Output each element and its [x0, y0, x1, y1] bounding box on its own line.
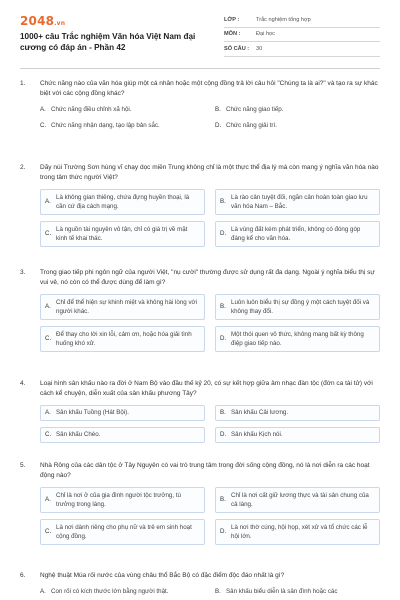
option-text: Chức năng giao tiếp.: [226, 106, 284, 113]
option-text: Là nơi thờ cúng, hội họp, xét xử và tổ chức các lễ hội lớn.: [231, 523, 368, 540]
page-title: 1000+ câu Trắc nghiệm Văn hóa Việt Nam đại cương có đáp án - Phần 42: [20, 32, 196, 52]
option-d[interactable]: [215, 427, 380, 443]
option-a[interactable]: [40, 294, 205, 320]
meta-value: 30: [256, 45, 263, 52]
option-text: Để thay cho lời xin lỗi, cảm ơn, hoặc hóa giải tình huống khó xử.: [56, 330, 192, 347]
option-text: Chỉ là nơi ở của gia đình người tộc trưởng, tù trưởng trong làng.: [56, 491, 181, 508]
option-label: A.: [40, 588, 46, 595]
meta-value: Đại học: [256, 31, 275, 38]
option-text: Là rào cản tuyệt đối, ngăn cản hoàn toàn giao lưu văn hóa Nam – Bắc.: [231, 193, 368, 210]
option-label: A.: [45, 303, 51, 311]
options: [40, 405, 380, 443]
question-3: [20, 268, 380, 352]
option-c[interactable]: [40, 427, 205, 443]
question-head: [20, 163, 380, 183]
option-d[interactable]: [215, 221, 380, 247]
question-text: Nhà Rông của các dân tộc ở Tây Nguyên có vai trò trung tâm trong đời sống cộng đồng, nó là nơi diễn ra các hoạt động nào?: [40, 462, 370, 479]
option-a[interactable]: [40, 405, 205, 421]
question-text: Chức năng nào của văn hóa giúp một cá nhân hoặc một cộng đồng trả lời câu hỏi "Chúng ta là ai?" và tạo ra sự khác biệt với các cộng đồng khác?: [40, 80, 378, 97]
question-number: 6.: [20, 572, 26, 579]
option-label: B.: [220, 198, 226, 206]
meta-row-subject: [224, 28, 380, 43]
meta-key: MÔN :: [224, 31, 241, 38]
question-head: [20, 571, 380, 581]
question-text: Trong giao tiếp phi ngôn ngữ của người Việt, "nụ cười" thường được sử dụng rất đa dạng. Ngoài ý nghĩa biểu thị sự vui vẻ, nó còn có thể được dùng để làm gì?: [40, 269, 375, 286]
question-5: [20, 461, 380, 545]
option-label: C.: [45, 528, 52, 536]
question-text: Dãy núi Trường Sơn hùng vĩ chạy dọc miền Trung không chỉ là một thực thể địa lý mà còn mang ý nghĩa văn hóa nào trong tâm thức người Việt?: [40, 164, 379, 181]
option-label: B.: [220, 496, 226, 504]
option-label: D.: [220, 230, 227, 238]
option-d[interactable]: [215, 326, 380, 352]
options: [40, 189, 380, 247]
site-logo[interactable]: [20, 14, 65, 28]
option-text: Là không gian thiêng, chứa đựng huyền thoại, là cần cứ địa cách mạng.: [56, 193, 190, 210]
option-label: B.: [220, 303, 226, 311]
logo-tld: .vn: [54, 20, 66, 27]
question-head: [20, 461, 380, 481]
option-b[interactable]: [215, 487, 380, 513]
question-1: [20, 79, 380, 130]
question-head: [20, 79, 380, 99]
option-b[interactable]: [215, 294, 380, 320]
option-label: A.: [40, 106, 46, 113]
option-label: D.: [220, 335, 227, 343]
option-text: Chức năng điều chỉnh xã hội.: [51, 106, 132, 113]
question-4: [20, 379, 380, 443]
option-text: Chỉ là nơi cất giữ lương thực và tài sản chung của cả làng.: [231, 491, 369, 508]
option-d[interactable]: [215, 519, 380, 545]
option-b[interactable]: [215, 405, 380, 421]
option-text: Chức năng giải trí.: [226, 121, 277, 129]
option-text: Chỉ để thể hiện sự khinh miệt và không hài lòng với người khác.: [56, 298, 197, 315]
meta-table: [224, 13, 380, 57]
option-text: Sân khấu Cải lương.: [231, 409, 289, 417]
option-label: C.: [45, 431, 52, 439]
option-text: Một thói quen vô thức, không mang bất kỳ thông điệp giao tiếp nào.: [231, 330, 364, 347]
options: [40, 587, 380, 597]
meta-key: SỐ CÂU :: [224, 45, 250, 52]
option-c[interactable]: [40, 326, 205, 352]
option-a[interactable]: [40, 587, 205, 597]
option-c[interactable]: [40, 221, 205, 247]
option-text: Là nguồn tài nguyên vô tận, chỉ có giá trị về mặt kinh tế khai thác.: [56, 225, 188, 242]
meta-value: Trắc nghiệm tổng hợp: [256, 16, 311, 23]
option-label: A.: [45, 496, 51, 504]
option-a[interactable]: [40, 189, 205, 215]
option-label: B.: [215, 106, 221, 113]
option-label: D.: [220, 528, 227, 536]
option-label: D.: [215, 121, 222, 129]
option-label: A.: [45, 409, 51, 417]
option-text: Là nơi dành riêng cho phụ nữ và trẻ em sinh hoạt cộng đồng.: [56, 523, 192, 540]
question-2: [20, 163, 380, 247]
options: [40, 105, 380, 130]
question-number: 3.: [20, 269, 26, 276]
option-a[interactable]: [40, 105, 205, 115]
option-label: C.: [45, 335, 52, 343]
option-text: Sân khấu Kịch nói.: [231, 431, 283, 439]
question-number: 1.: [20, 80, 26, 87]
option-b[interactable]: [215, 587, 380, 597]
meta-row-class: [224, 13, 380, 28]
option-b[interactable]: [215, 105, 380, 115]
option-text: Sân khấu Chèo.: [56, 431, 101, 439]
question-text: Loại hình sân khấu nào ra đời ở Nam Bộ vào đầu thế kỷ 20, có sự kết hợp giữa âm nhạc đàn tộc (đờn ca tài tử) với cách kể chuyện, diễn xuất của sân khấu phương Tây?: [40, 380, 373, 397]
option-text: Chức năng nhận dạng, tạo lập bản sắc.: [51, 121, 160, 129]
option-label: D.: [220, 431, 227, 439]
options: [40, 294, 380, 352]
option-d[interactable]: [215, 121, 380, 131]
header: [0, 0, 400, 62]
question-6: [20, 571, 380, 597]
question-number: 2.: [20, 164, 26, 171]
option-a[interactable]: [40, 487, 205, 513]
header-divider: [20, 68, 380, 69]
option-c[interactable]: [40, 121, 205, 131]
option-label: C.: [40, 121, 47, 129]
option-label: B.: [220, 409, 226, 417]
option-text: Luôn luôn biểu thị sự đồng ý một cách tuyệt đối và không thay đổi.: [231, 298, 370, 315]
question-head: [20, 268, 380, 288]
option-label: C.: [45, 230, 52, 238]
option-c[interactable]: [40, 519, 205, 545]
meta-key: LỚP :: [224, 16, 240, 23]
question-number: 4.: [20, 380, 26, 387]
question-head: [20, 379, 380, 399]
option-text: Con rối có kích thước lớn bằng người thật.: [51, 588, 169, 595]
question-text: Nghệ thuật Múa rối nước của vùng châu thổ Bắc Bộ có đặc điểm độc đáo nhất là gì?: [40, 572, 285, 579]
logo-text: 2048: [20, 14, 55, 28]
options: [40, 487, 380, 545]
meta-row-count: [224, 42, 380, 57]
option-text: Sân khấu biểu diễn là sân đình hoặc các: [226, 588, 338, 595]
option-text: Là vùng đất kém phát triển, không có đóng góp đáng kể cho văn hóa.: [231, 225, 361, 242]
option-label: A.: [45, 198, 51, 206]
option-b[interactable]: [215, 189, 380, 215]
option-text: Sân khấu Tuồng (Hát Bội).: [56, 409, 129, 417]
option-label: B.: [215, 588, 221, 595]
question-number: 5.: [20, 462, 26, 469]
